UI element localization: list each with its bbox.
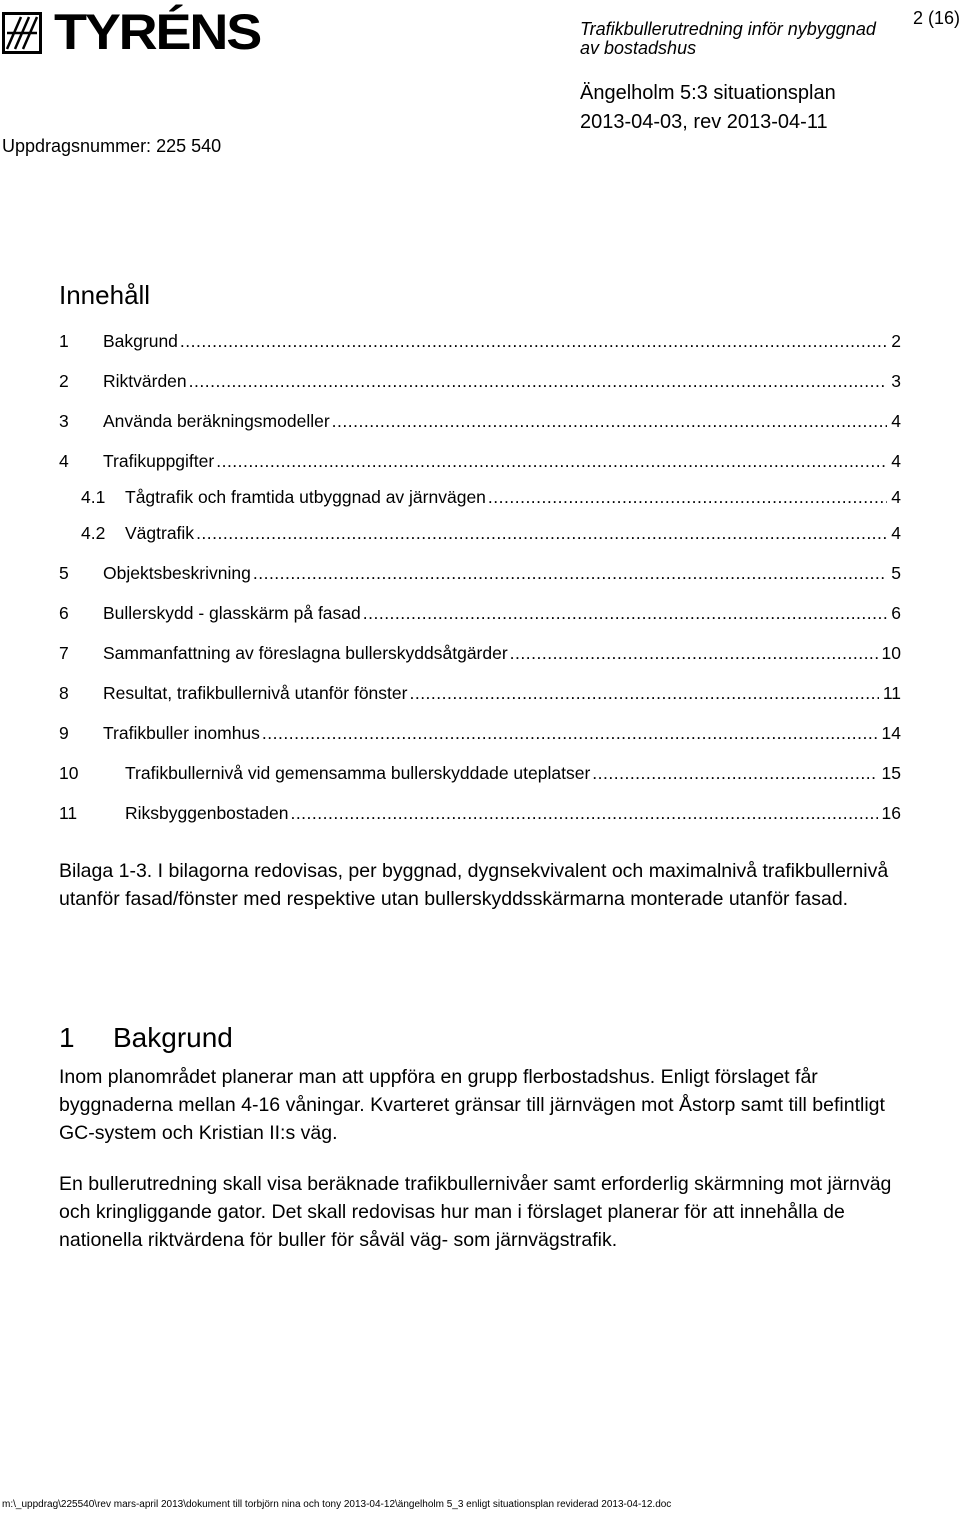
toc-entry-number: 1	[59, 331, 69, 351]
document-date: 2013-04-03, rev 2013-04-11	[580, 111, 828, 133]
toc-entry[interactable]	[59, 410, 901, 450]
toc-entry-number: 6	[59, 603, 69, 623]
toc-entry[interactable]	[59, 450, 901, 486]
toc-entry[interactable]	[59, 370, 901, 410]
toc-entry-page: 4	[891, 523, 901, 543]
toc-entry[interactable]	[59, 486, 901, 522]
toc-leader-dots	[180, 330, 887, 352]
toc-leader-dots	[196, 522, 887, 544]
toc-entry-title: Trafikbuller inomhus	[103, 723, 260, 743]
toc-entry-title: Tågtrafik och framtida utbyggnad av järnvägen	[125, 487, 486, 507]
toc-entry-number: 10	[59, 763, 79, 783]
toc-leader-dots	[290, 802, 877, 824]
toc-entry-page: 14	[881, 723, 901, 743]
toc-leader-dots	[409, 682, 878, 704]
toc-leader-dots	[363, 602, 888, 624]
section-heading	[59, 1020, 233, 1056]
body-paragraph: En bullerutredning skall visa beräknade trafikbullernivåer samt erforderlig skärmning mot järnväg och kringliggande gator. Det skall redovisas hur man i förslaget planerar för att innehålla de nationella riktvärdena för buller för såväl väg- som järnvägstrafik.	[59, 1173, 892, 1251]
toc-leader-dots	[332, 410, 888, 432]
toc-entry-number: 8	[59, 683, 69, 703]
toc-entry-page: 11	[882, 683, 901, 703]
toc-entry-number: 4.2	[81, 523, 106, 543]
toc-entry[interactable]	[59, 642, 901, 682]
toc-entry[interactable]	[59, 722, 901, 762]
toc-entry-number: 4	[59, 451, 69, 471]
toc-entry[interactable]	[59, 802, 901, 842]
toc-entry-title: Trafikuppgifter	[103, 451, 215, 471]
toc-entry-page: 4	[891, 487, 901, 507]
toc-leader-dots	[592, 762, 877, 784]
page-number: 2 (16)	[912, 8, 960, 28]
toc-entry-page: 15	[881, 763, 901, 783]
bilaga-paragraph: Bilaga 1-3. I bilagorna redovisas, per byggnad, dygnsekvivalent och maximalnivå trafikbullernivå utanför fasad/fönster med respektive utan bullerskyddsskärmarna monterade utanför fasad.	[59, 860, 889, 910]
toc-entry[interactable]	[59, 602, 901, 642]
project-name: Ängelholm 5:3 situationsplan	[580, 82, 836, 104]
toc-entry-number: 4.1	[81, 487, 106, 507]
toc-entry-number: 2	[59, 371, 69, 391]
toc-leader-dots	[262, 722, 878, 744]
toc-entry-title: Sammanfattning av föreslagna bullerskyddsåtgärder	[103, 643, 508, 663]
toc-entry-title: Vägtrafik	[125, 523, 195, 543]
toc-entry-title: Använda beräkningsmodeller	[103, 411, 330, 431]
company-logo	[2, 4, 261, 60]
footer-file-path: m:\_uppdrag\225540\rev mars-april 2013\dokument till torbjörn nina och tony 2013-04-12\ängelholm 5_3 enligt situationsplan reviderad 2013-04-12.doc	[2, 1499, 672, 1510]
toc-entry-number: 3	[59, 411, 69, 431]
toc-entry-page: 4	[891, 451, 901, 471]
toc-entry-number: 5	[59, 563, 69, 583]
toc-entry-title: Riksbyggenbostaden	[125, 803, 289, 823]
section-title: Bakgrund	[113, 1022, 233, 1053]
toc-entry-title: Bakgrund	[103, 331, 178, 351]
logo-text: TYRÉNS	[54, 4, 261, 60]
toc-entry-page: 2	[891, 331, 901, 351]
toc-heading: Innehåll	[59, 280, 151, 310]
toc-entry-number: 11	[59, 803, 78, 823]
toc-entry[interactable]	[59, 522, 901, 562]
toc-leader-dots	[510, 642, 878, 664]
toc-entry[interactable]	[59, 562, 901, 602]
table-of-contents	[59, 330, 901, 842]
document-title	[580, 20, 880, 58]
document-title-text: Trafikbullerutredning inför nybyggnad av bostadshus	[580, 19, 876, 58]
assignment-number: Uppdragsnummer: 225 540	[2, 136, 222, 156]
section-number: 1	[59, 1022, 75, 1053]
toc-leader-dots	[189, 370, 888, 392]
toc-entry-page: 6	[891, 603, 901, 623]
toc-entry-title: Bullerskydd - glasskärm på fasad	[103, 603, 361, 623]
toc-entry-page: 3	[891, 371, 901, 391]
toc-entry-title: Riktvärden	[103, 371, 187, 391]
toc-entry-page: 16	[881, 803, 901, 823]
body-paragraph: Inom planområdet planerar man att uppföra en grupp flerbostadshus. Enligt förslaget får byggnaderna mellan 4-16 våningar. Kvarteret gränsar till järnvägen mot Åstorp samt till befintligt GC-system och Kristian II:s väg.	[59, 1066, 885, 1144]
toc-entry-title: Objektsbeskrivning	[103, 563, 251, 583]
toc-entry-number: 7	[59, 643, 69, 663]
toc-entry[interactable]	[59, 762, 901, 802]
toc-leader-dots	[216, 450, 887, 472]
toc-leader-dots	[488, 486, 887, 508]
toc-entry[interactable]	[59, 682, 901, 722]
toc-entry[interactable]	[59, 330, 901, 370]
toc-entry-number: 9	[59, 723, 69, 743]
toc-entry-page: 10	[881, 643, 901, 663]
toc-entry-title: Trafikbullernivå vid gemensamma bullerskyddade uteplatser	[125, 763, 591, 783]
toc-entry-title: Resultat, trafikbullernivå utanför fönster	[103, 683, 408, 703]
toc-leader-dots	[253, 562, 887, 584]
toc-entry-page: 4	[891, 411, 901, 431]
toc-entry-page: 5	[891, 563, 901, 583]
logo-mark-icon	[2, 12, 42, 54]
